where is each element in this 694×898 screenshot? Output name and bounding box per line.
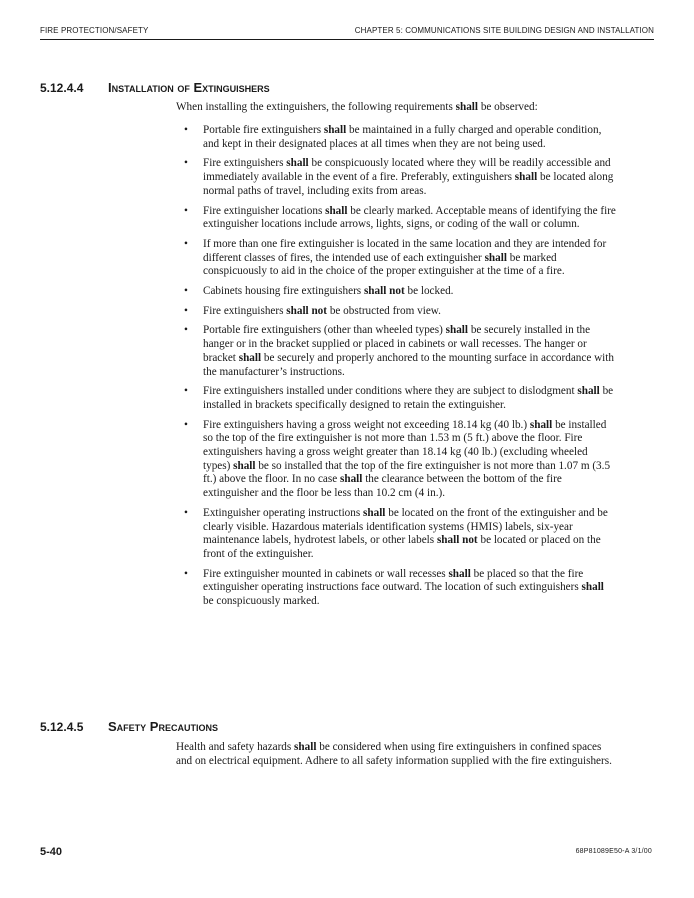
bullet-icon: • bbox=[184, 285, 188, 298]
list-item bbox=[176, 305, 616, 319]
requirements-list bbox=[176, 124, 616, 615]
list-item bbox=[176, 205, 616, 232]
section-number: 5.12.4.5 bbox=[40, 720, 84, 734]
list-item bbox=[176, 385, 616, 412]
list-item bbox=[176, 419, 616, 501]
bullet-icon: • bbox=[184, 567, 188, 580]
section-title: Installation of Extinguishers bbox=[108, 80, 270, 95]
list-item-text: Fire extinguisher locations shall be clearly marked. Acceptable means of identifying the fire extinguisher locations include arrows, lights, signs, or coding of the wall or column. bbox=[203, 204, 616, 231]
bullet-icon: • bbox=[184, 237, 188, 250]
bullet-icon: • bbox=[184, 204, 188, 217]
bullet-icon: • bbox=[184, 124, 188, 136]
page-number: 5-40 bbox=[40, 846, 63, 858]
list-item-text: Fire extinguishers shall not be obstructed from view. bbox=[203, 304, 441, 317]
list-item-text: Portable fire extinguishers (other than wheeled types) shall be securely installed in the hanger or in the bracket supplied or placed in cabinets or wall recesses. The hanger or bracket shall be securely and properly anchored to the mounting surface in accordance with the manufacturer’s instructions. bbox=[203, 324, 614, 378]
list-item bbox=[176, 285, 616, 299]
bullet-icon: • bbox=[184, 324, 188, 337]
section-number: 5.12.4.4 bbox=[40, 81, 84, 95]
bullet-icon: • bbox=[184, 418, 188, 431]
header-rule bbox=[40, 39, 654, 40]
list-item bbox=[176, 238, 616, 279]
list-item bbox=[176, 124, 616, 151]
list-item bbox=[176, 568, 616, 609]
list-item-text: Fire extinguishers having a gross weight not exceeding 18.14 kg (40 lb.) shall be installed so the top of the fire extinguisher is not more than 1.53 m (5 ft.) above the floor. Fire extinguishers having a gross weight greater than 18.14 kg (40 lb.) (excluding wheeled types) shall be so installed that the top of the fire extinguisher is not more than 1.07 m (3.5 ft.) above the floor. In no case shall the clearance between the bottom of the fire extinguisher and the floor be less than 10.2 cm (4 in.). bbox=[203, 418, 611, 500]
list-item-text: Extinguisher operating instructions shall be located on the front of the extinguisher and be clearly visible. Hazardous materials identification systems (HMIS) labels, six-year maintenance labels, hydrotest labels, or other labels shall not be located or placed on the front of the extinguisher. bbox=[203, 506, 608, 560]
list-item-text: If more than one fire extinguisher is located in the same location and they are intended for different classes of fires, the intended use of each extinguisher shall be marked conspicuously to aid in the choice of the proper extinguisher at the time of a fire. bbox=[203, 237, 607, 278]
bullet-icon: • bbox=[184, 304, 188, 317]
list-item-text: Portable fire extinguishers shall be maintained in a fully charged and operable condition, and kept in their designated places at all times when they are not being used. bbox=[203, 124, 602, 150]
list-item-text: Fire extinguisher mounted in cabinets or wall recesses shall be placed so that the fire extinguisher operating instructions face outward. The location of such extinguishers shall be conspicuously marked. bbox=[203, 567, 604, 608]
section-heading-installation bbox=[40, 80, 270, 95]
list-item-text: Cabinets housing fire extinguishers shall not be locked. bbox=[203, 285, 454, 298]
safety-body: Health and safety hazards shall be considered when using fire extinguishers in confined spaces and on electrical equipment. Adhere to all safety information supplied with the fire extinguishers. bbox=[176, 741, 612, 767]
list-item-text: Fire extinguishers shall be conspicuously located where they will be readily accessible and immediately available in the event of a fire. Preferably, extinguishers shall be located along normal paths of travel, including exits from areas. bbox=[203, 157, 614, 197]
header-chapter-topic: FIRE PROTECTION/SAFETY bbox=[40, 26, 149, 35]
list-item-text: Fire extinguishers installed under conditions where they are subject to dislodgment shall be installed in brackets specifically designed to retain the extinguisher. bbox=[203, 385, 614, 411]
section-title: Safety Precautions bbox=[108, 719, 218, 734]
section-heading-safety bbox=[40, 719, 218, 734]
header-chapter-title: CHAPTER 5: COMMUNICATIONS SITE BUILDING DESIGN AND INSTALLATION bbox=[354, 26, 654, 35]
list-item bbox=[176, 157, 616, 198]
installation-intro: When installing the extinguishers, the following requirements shall be observed: bbox=[176, 101, 538, 113]
document-id: 68P81089E50-A 3/1/00 bbox=[575, 848, 652, 855]
bullet-icon: • bbox=[184, 157, 188, 170]
list-item bbox=[176, 507, 616, 562]
bullet-icon: • bbox=[184, 506, 188, 519]
list-item bbox=[176, 324, 616, 379]
bullet-icon: • bbox=[184, 385, 188, 398]
